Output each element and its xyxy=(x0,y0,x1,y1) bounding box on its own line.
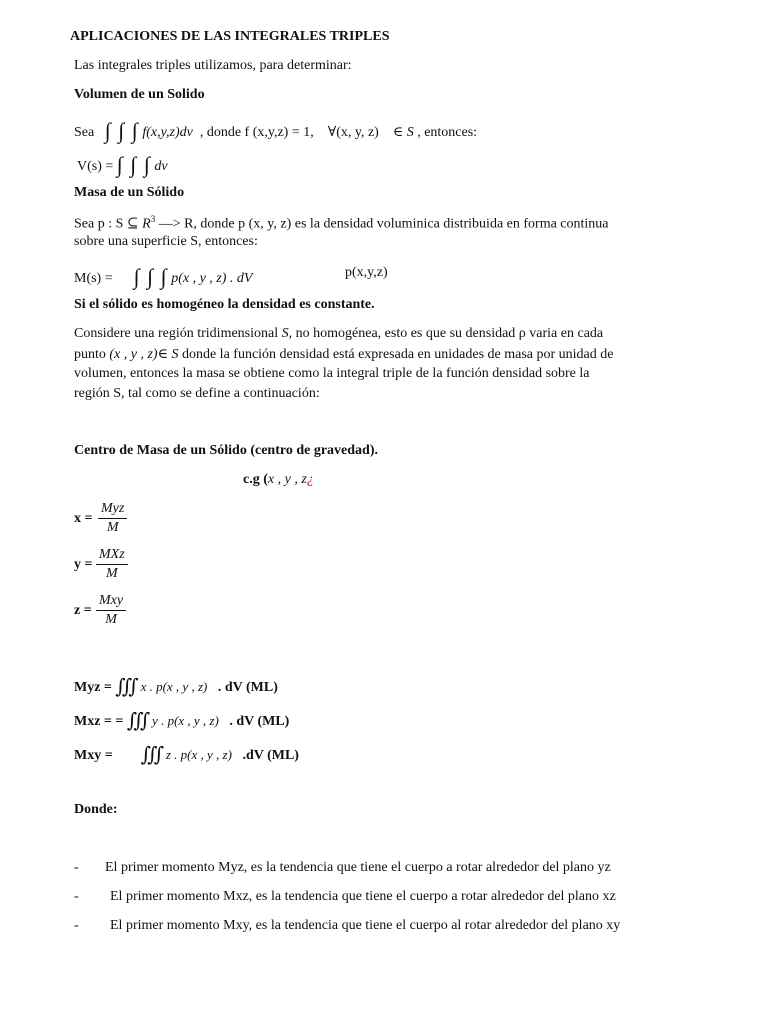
masa-line1-a: Sea p : S ⊆ xyxy=(74,216,139,232)
considere-point-math: (x , y , z)∈ S xyxy=(109,347,179,362)
mxz-tail: . dV (ML) xyxy=(229,714,290,729)
cg-x-numerator: Myz xyxy=(98,501,127,519)
masa-r-exponent: 3 xyxy=(150,214,156,224)
volumen-definition xyxy=(74,116,477,142)
myz-integral: ∭ xyxy=(115,676,138,698)
volumen-in-s: ∈ S xyxy=(392,125,414,140)
bullet-text: El primer momento Myz, es la tendencia que tiene el cuerpo a rotar alrededor del plano yz xyxy=(105,860,611,875)
considere-line2-a: punto xyxy=(74,347,106,362)
cg-label: c.g ( xyxy=(243,472,268,487)
myz-expression: x . p(x , y , z) xyxy=(140,679,208,694)
masa-line2: sobre una superficie S, entonces: xyxy=(74,234,258,249)
considere-line1-a: Considere una región tridimensional xyxy=(74,326,279,341)
mxz-integral: ∭ xyxy=(126,710,149,732)
homogeneo-statement: Si el sólido es homogéneo la densidad es constante. xyxy=(74,297,375,312)
considere-line4: región S, tal como se define a continuación: xyxy=(74,386,320,401)
cg-y-fraction xyxy=(96,547,128,583)
bullet-dash: - xyxy=(74,918,79,933)
page-title: APLICACIONES DE LAS INTEGRALES TRIPLES xyxy=(70,29,390,44)
considere-line3: volumen, entonces la masa se obtiene como la integral triple de la función densidad sobre la xyxy=(74,366,590,381)
mxy-expression: z . p(x , y , z) xyxy=(165,747,232,762)
cg-end: ¿ xyxy=(306,472,314,487)
cg-y-denominator: M xyxy=(106,566,118,581)
myz-tail: . dV (ML) xyxy=(217,680,278,695)
cg-x-fraction xyxy=(98,501,127,537)
bullet-text: El primer momento Mxz, es la tendencia que tiene el cuerpo a rotar alrededor del plano xz xyxy=(110,889,616,904)
considere-line2 xyxy=(74,346,614,363)
mxz-label: Mxz = = xyxy=(74,714,124,729)
cg-z-numerator: Mxy xyxy=(96,593,126,611)
masa-heading: Masa de un Sólido xyxy=(74,185,185,200)
centro-cg xyxy=(243,472,314,488)
bullet-dash: - xyxy=(74,860,79,875)
considere-line1 xyxy=(74,326,603,342)
masa-formula-lhs: M(s) = xyxy=(74,271,113,286)
considere-region-s: S, xyxy=(281,326,293,341)
cg-vars: x , y , z xyxy=(267,472,307,487)
cg-z-lhs: z = xyxy=(74,603,92,618)
cg-z-denominator: M xyxy=(105,612,117,627)
masa-formula xyxy=(74,262,252,288)
bullet-text: El primer momento Mxy, es la tendencia que tiene el cuerpo al rotar alrededor del plano xy xyxy=(110,918,621,933)
masa-formula-side: p(x,y,z) xyxy=(345,265,388,280)
moment-mxy xyxy=(74,740,299,765)
volumen-entonces: , entonces: xyxy=(417,125,478,140)
cg-y-numerator: MXz xyxy=(96,547,128,565)
volumen-integral-symbol: ∫ ∫ ∫ xyxy=(104,118,139,143)
intro-text: Las integrales triples utilizamos, para determinar: xyxy=(74,58,352,73)
volumen-condition: , donde f (x,y,z) = 1, xyxy=(199,125,314,140)
considere-line2-b: donde la función densidad está expresada en unidades de masa por unidad de xyxy=(181,347,614,362)
volumen-heading: Volumen de un Solido xyxy=(74,87,205,102)
cg-z-fraction xyxy=(96,593,126,629)
considere-line1-b: no homogénea, esto es que su densidad ρ varia en cada xyxy=(295,326,604,341)
moment-myz xyxy=(74,672,278,697)
mxz-expression: y . p(x , y , z) xyxy=(152,713,219,728)
volumen-formula xyxy=(77,150,168,176)
cg-y-lhs: y = xyxy=(74,557,93,572)
masa-r-symbol: R xyxy=(142,216,151,232)
cg-x-lhs: x = xyxy=(74,511,93,526)
volumen-formula-rhs: dv xyxy=(154,159,168,174)
volumen-forall: ∀(x, y, z) xyxy=(327,125,379,140)
volumen-integrand: f(x,y,z)dv xyxy=(142,125,193,140)
donde-heading: Donde: xyxy=(74,802,118,817)
volumen-formula-lhs: V(s) = xyxy=(77,159,114,174)
myz-label: Myz = xyxy=(74,680,112,695)
mxy-integral: ∭ xyxy=(140,744,163,766)
mxy-label: Mxy = xyxy=(74,748,113,763)
cg-x-denominator: M xyxy=(106,520,119,535)
masa-formula-rhs: p(x , y , z) . dV xyxy=(171,271,253,286)
volumen-sea: Sea xyxy=(74,125,95,140)
moment-mxz xyxy=(74,706,289,731)
mxy-tail: .dV (ML) xyxy=(242,748,299,763)
masa-formula-integral: ∫ ∫ ∫ xyxy=(133,264,168,289)
bullet-dash: - xyxy=(74,889,79,904)
masa-line1-b: —> R, donde p (x, y, z) es la densidad voluminica distribuida en forma continua xyxy=(158,216,609,232)
masa-line1 xyxy=(74,214,609,233)
volumen-formula-integral: ∫ ∫ ∫ xyxy=(116,152,151,177)
centro-heading: Centro de Masa de un Sólido (centro de gravedad). xyxy=(74,443,378,458)
